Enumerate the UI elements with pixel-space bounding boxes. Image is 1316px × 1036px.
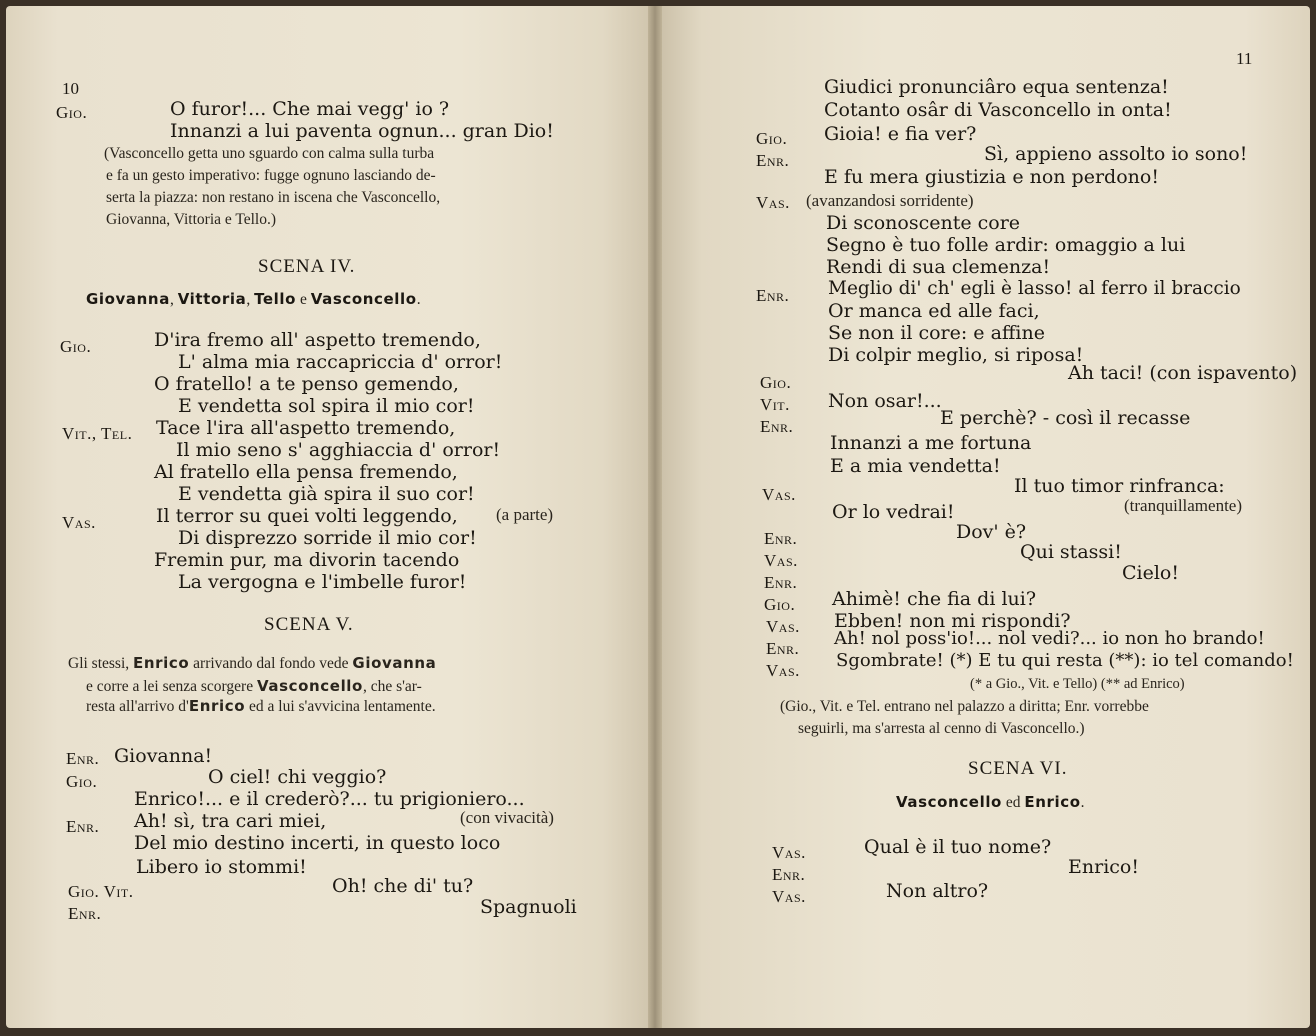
- cast-name: Vasconcello: [256, 677, 363, 695]
- speaker-label: Gio.: [56, 103, 88, 122]
- stage-direction: seguirli, ma s'arresta al cenno di Vasconcello.): [798, 720, 1085, 737]
- scene-cast: Vasconcello ed Enrico.: [896, 793, 1085, 811]
- verse-line: Meglio di' ch' egli è lasso! al ferro il braccio: [828, 278, 1241, 299]
- stage-direction: e fa un gesto imperativo: fugge ognuno lasciando de-: [106, 167, 436, 184]
- cast-name: Vasconcello: [896, 793, 1002, 811]
- cast-name: Giovanna: [86, 290, 170, 308]
- speaker-label: Gio.: [764, 595, 796, 614]
- stage-direction: Gli stessi, Enrico arrivando dal fondo vede Giovanna: [68, 654, 437, 672]
- book-gutter: [648, 6, 662, 1028]
- speaker-label: Enr.: [764, 573, 798, 592]
- speaker-label: Enr.: [766, 639, 800, 658]
- verse-line: L' alma mia raccapriccia d' orror!: [178, 351, 503, 373]
- speaker-label: Vit., Tel.: [62, 424, 133, 443]
- speaker-label: Vas.: [762, 485, 796, 504]
- verse-line: Enrico!: [1068, 856, 1139, 878]
- verse-line: Di colpir meglio, si riposa!: [828, 344, 1084, 366]
- scene-title: SCENA V.: [264, 614, 354, 635]
- speaker-label: Vas.: [766, 661, 800, 680]
- page-number-right: 11: [1236, 49, 1253, 68]
- page-number-left: 10: [62, 79, 79, 98]
- verse-line: O ciel! chi veggio?: [208, 766, 387, 788]
- footnote: (* a Gio., Vit. e Tello) (** ad Enrico): [970, 676, 1185, 692]
- speaker-label: Enr.: [764, 529, 798, 548]
- cast-name: Vasconcello: [310, 290, 417, 308]
- verse-line: Se non il core: e affine: [828, 322, 1045, 344]
- stage-direction: e corre a lei senza scorgere Vasconcello, che s'ar-: [86, 677, 422, 695]
- verse-line: E a mia vendetta!: [830, 455, 1001, 477]
- speaker-label: Enr.: [66, 749, 100, 768]
- stage-direction: (tranquillamente): [1124, 496, 1243, 515]
- verse-line: Del mio destino incerti, in questo loco: [134, 832, 501, 854]
- speaker-label: Vas.: [756, 193, 790, 212]
- verse-line: Di sconoscente core: [826, 212, 1021, 234]
- verse-line: La vergogna e l'imbelle furor!: [178, 571, 467, 593]
- speaker-label: Vas.: [766, 617, 800, 636]
- verse-line: Giudici pronunciâro equa sentenza!: [824, 76, 1169, 98]
- verse-line: Innanzi a lui paventa ognun... gran Dio!: [170, 120, 554, 142]
- speaker-label: Gio. Vit.: [68, 882, 134, 901]
- verse-line: Sì, appieno assolto io sono!: [984, 143, 1248, 165]
- verse-line: Ah taci! (con ispavento): [1068, 362, 1298, 384]
- verse-line: O fratello! a te penso gemendo,: [154, 373, 459, 395]
- speaker-label: Enr.: [66, 817, 100, 836]
- speaker-label: Enr.: [756, 151, 790, 170]
- speaker-label: Gio.: [66, 772, 98, 791]
- verse-line: D'ira fremo all' aspetto tremendo,: [154, 329, 481, 351]
- verse-line: Fremin pur, ma divorin tacendo: [154, 549, 460, 571]
- stage-direction: (avanzandosi sorridente): [806, 191, 974, 210]
- verse-line: Giovanna!: [114, 745, 213, 767]
- stage-direction: (a parte): [496, 505, 554, 524]
- stage-direction: (Gio., Vit. e Tel. entrano nel palazzo a diritta; Enr. vorrebbe: [780, 698, 1149, 715]
- speaker-label: Enr.: [756, 286, 790, 305]
- verse-line: Rendi di sua clemenza!: [826, 256, 1051, 278]
- stage-direction: serta la piazza: non restano in iscena che Vasconcello,: [106, 189, 441, 206]
- scene-title: SCENA VI.: [968, 758, 1068, 779]
- speaker-label: Vas.: [772, 887, 806, 906]
- speaker-label: Enr.: [760, 417, 794, 436]
- speaker-label: Vas.: [772, 843, 806, 862]
- verse-line: O furor!... Che mai vegg' io ?: [170, 98, 450, 120]
- speaker-label: Gio.: [756, 129, 788, 148]
- verse-line: Segno è tuo folle ardir: omaggio a lui: [826, 234, 1186, 256]
- verse-line: Or manca ed alle faci,: [828, 300, 1040, 322]
- verse-line: Qual è il tuo nome?: [864, 836, 1052, 858]
- verse-line: Innanzi a me fortuna: [830, 432, 1032, 454]
- verse-line: Il tuo timor rinfranca:: [1014, 475, 1225, 497]
- verse-line: Al fratello ella pensa fremendo,: [154, 461, 458, 483]
- speaker-label: Gio.: [760, 373, 792, 392]
- speaker-label: Vit.: [760, 395, 790, 414]
- speaker-label: Enr.: [68, 904, 102, 923]
- verse-line: E vendetta sol spira il mio cor!: [178, 395, 475, 417]
- verse-line: Qui stassi!: [1020, 541, 1122, 563]
- verse-line: Il terror su quei volti leggendo,: [156, 505, 458, 527]
- scene-cast: Giovanna, Vittoria, Tello e Vasconcello.: [86, 290, 421, 308]
- speaker-label: Gio.: [60, 337, 92, 356]
- stage-direction: Giovanna, Vittoria e Tello.): [106, 211, 277, 228]
- verse-line: E fu mera giustizia e non perdono!: [824, 166, 1159, 188]
- verse-line: Gioia! e fia ver?: [824, 123, 977, 145]
- verse-line: Il mio seno s' agghiaccia d' orror!: [176, 439, 501, 461]
- cast-name: Enrico: [133, 654, 190, 672]
- speaker-label: Enr.: [772, 865, 806, 884]
- speaker-label: Vas.: [62, 513, 96, 532]
- verse-line: Di disprezzo sorride il mio cor!: [178, 527, 477, 549]
- verse-line: Non altro?: [886, 880, 989, 902]
- verse-line: Enrico!... e il crederò?... tu prigioniero...: [134, 788, 525, 810]
- cast-name: Enrico: [1024, 793, 1081, 811]
- stage-direction: (Vasconcello getta uno sguardo con calma sulla turba: [104, 145, 435, 162]
- scene-title: SCENA IV.: [258, 256, 356, 277]
- verse-line: Tace l'ira all'aspetto tremendo,: [156, 417, 456, 439]
- cast-name: Vittoria: [177, 290, 247, 308]
- verse-line: Sgombrate! (*) E tu qui resta (**): io tel comando!: [836, 650, 1294, 671]
- verse-line: Or lo vedrai!: [832, 501, 955, 523]
- verse-line: E vendetta già spira il suo cor!: [178, 483, 475, 505]
- verse-line: Dov' è?: [956, 521, 1027, 543]
- stage-direction: resta all'arrivo d'Enrico ed a lui s'avvicina lentamente.: [86, 697, 436, 715]
- stage-direction: (con vivacità): [460, 808, 554, 827]
- verse-line: Ah! nol poss'io!... nol vedi?... io non ho brando!: [834, 628, 1265, 649]
- speaker-label: Vas.: [764, 551, 798, 570]
- verse-line: Libero io stommi!: [136, 856, 307, 878]
- cast-name: Tello: [254, 290, 297, 308]
- verse-line: Non osar!...: [828, 390, 942, 412]
- verse-line: Oh! che di' tu?: [332, 875, 474, 897]
- verse-line: Spagnuoli: [480, 896, 577, 918]
- verse-line: Ah! sì, tra cari miei,: [134, 810, 327, 832]
- verse-line: Ebben! non mi rispondi?: [834, 610, 1071, 632]
- verse-line: Ahimè! che fia di lui?: [832, 588, 1037, 610]
- verse-line: Cotanto osâr di Vasconcello in onta!: [824, 99, 1172, 121]
- verse-line: Cielo!: [1122, 562, 1180, 584]
- cast-name: Giovanna: [352, 654, 437, 672]
- verse-line: E perchè? - così il recasse: [940, 407, 1191, 429]
- cast-name: Enrico: [188, 697, 246, 715]
